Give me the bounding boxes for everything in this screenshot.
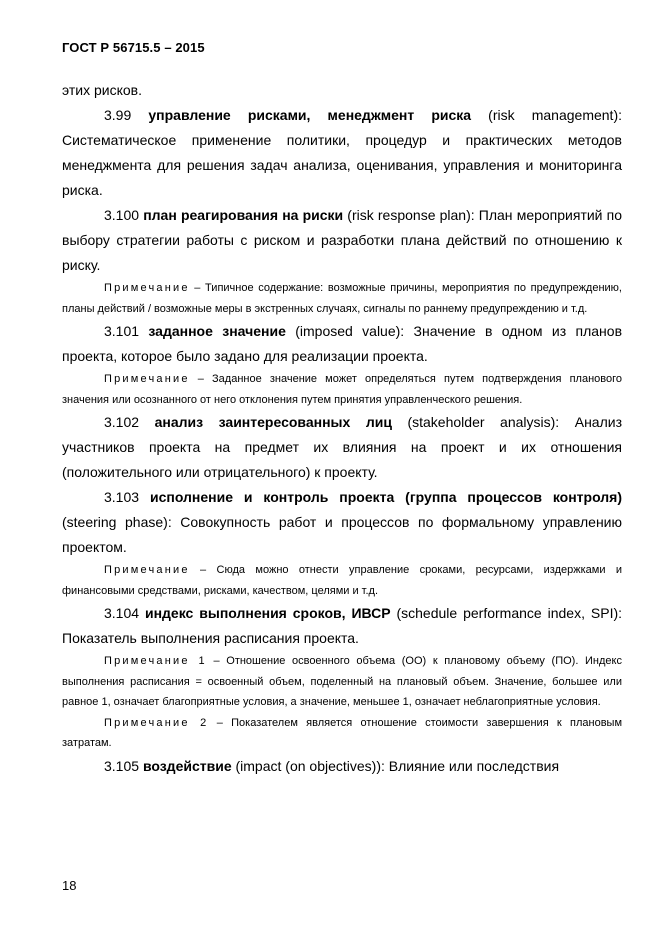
term-definition: (risk management): Систематическое применение политики, процедур и практических методов менеджмента для решения задач анализа, оценивания, управления и мониторинга риска. — [62, 107, 623, 198]
term-definition: (stakeholder analysis): Анализ участников проекта на предмет их влияния на проект и их отношения (положительного или отрицательного) к проекту. — [62, 414, 623, 480]
document-header: ГОСТ Р 56715.5 – 2015 — [62, 40, 205, 55]
term-title: анализ заинтересованных лиц — [154, 414, 392, 430]
note-text: – Типичное содержание: возможные причины, мероприятия по предупреждению, планы действий / возможные меры в экстренных случаях, сигналы по раннему предупреждению и т.д. — [62, 282, 622, 315]
term-3-101 — [62, 319, 622, 369]
note-3-100 — [62, 278, 622, 319]
term-title: план реагирования на риски — [143, 207, 344, 223]
note-label: Примечание 1 — [104, 655, 207, 667]
term-definition: (risk response plan): План мероприятий по выбору стратегии работы с риском и разработки плана действий по отношению к риску. — [62, 207, 623, 273]
term-number: 3.101 — [104, 323, 140, 339]
document-body — [62, 78, 622, 779]
note-label: Примечание — [104, 373, 190, 385]
term-3-99 — [62, 103, 622, 203]
term-title: исполнение и контроль проекта (группа процессов контроля) — [149, 489, 623, 505]
term-number: 3.102 — [104, 414, 140, 430]
term-definition: (impact (on objectives)): Влияние или последствия — [231, 757, 560, 774]
note-text: – Отношение освоенного объема (ОО) к плановому объему (ПО). Индекс выполнения расписания = освоенный объем, поделенный на плановый объем. Значение, большее или равное 1, означает благоприятные условия, а значение, меньшее 1, означает неблагоприятные условия. — [62, 655, 622, 708]
paragraph-text: этих рисков. — [62, 82, 142, 98]
term-number: 3.100 — [104, 207, 140, 223]
term-title: заданное значение — [148, 323, 286, 339]
term-title: воздействие — [142, 757, 232, 774]
note-label: Примечание — [104, 564, 190, 576]
note-label: Примечание — [104, 282, 190, 294]
term-number: 3.99 — [104, 107, 132, 123]
term-definition: (steering phase): Совокупность работ и процессов по формальному управлению проектом. — [62, 514, 622, 555]
term-3-104 — [62, 601, 622, 651]
term-number: 3.103 — [104, 489, 140, 505]
note-3-101 — [62, 369, 622, 410]
term-definition: (schedule performance index, SPI): Показатель выполнения расписания проекта. — [62, 605, 623, 646]
term-3-105 — [62, 754, 622, 779]
page-number: 18 — [62, 878, 77, 893]
note-3-104-2 — [62, 713, 622, 754]
note-text: – Сюда можно отнести управление сроками, ресурсами, издержками и финансовыми средствами, рисками, качеством, целями и т.д. — [62, 564, 622, 597]
term-3-102 — [62, 410, 622, 485]
note-text: – Показателем является отношение стоимости завершения к плановым затратам. — [62, 716, 623, 749]
term-title: индекс выполнения сроков, ИВСР — [144, 605, 391, 621]
term-number: 3.105 — [104, 757, 140, 774]
term-3-103 — [62, 485, 622, 560]
paragraph-continuation — [62, 78, 622, 103]
note-label: Примечание 2 — [104, 716, 209, 729]
term-number: 3.104 — [104, 605, 140, 621]
term-definition: (imposed value): Значение в одном из планов проекта, которое было задано для реализации проекта. — [62, 323, 623, 364]
term-3-100 — [62, 203, 622, 278]
term-title: управление рисками, менеджмент риска — [148, 107, 472, 123]
note-text: – Заданное значение может определяться путем подтверждения планового значения или осознанного от него отклонения путем принятия управленческого решения. — [62, 373, 622, 406]
note-3-103 — [62, 560, 622, 601]
note-3-104-1 — [62, 651, 622, 713]
